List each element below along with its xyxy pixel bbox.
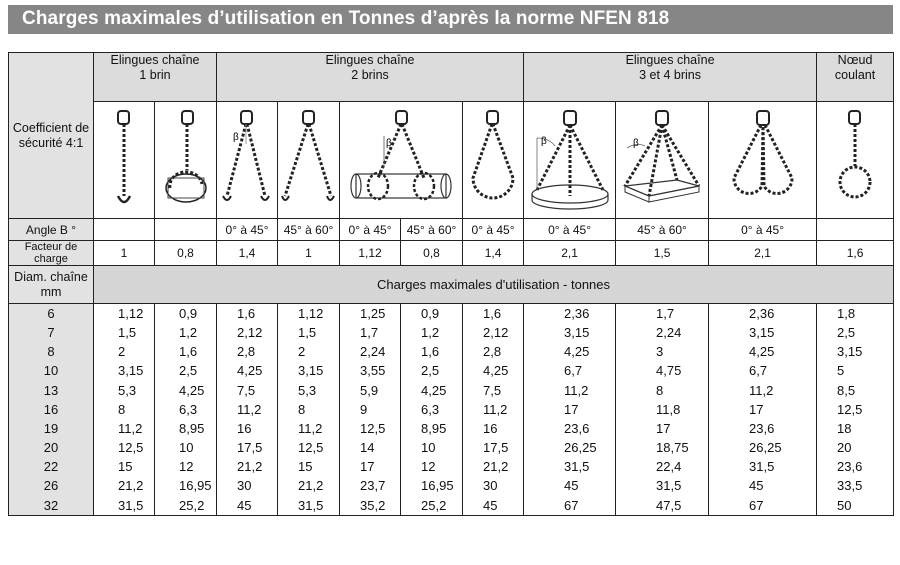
table-cell: 5,9 (360, 382, 379, 398)
table-cell: 2,5 (421, 363, 440, 379)
table-cell: 3,55 (360, 363, 386, 379)
table-cell: 16 (43, 401, 59, 417)
value-column (217, 304, 278, 516)
diam-column (9, 304, 94, 516)
value-column (616, 304, 709, 516)
sling-4-legs-45-image (524, 102, 616, 219)
header-2-line2: 2 brins (351, 68, 389, 82)
table-cell: 45 (564, 478, 579, 494)
table-cell: 0,9 (421, 306, 440, 321)
table-cell: 17,5 (237, 440, 263, 456)
table-cell: 3,15 (118, 363, 144, 379)
angle-cell (817, 219, 894, 241)
table-cell: 45 (749, 478, 764, 494)
table-cell: 13 (43, 382, 59, 398)
table-cell: 21,2 (237, 459, 263, 475)
table-cell: 4,25 (749, 344, 775, 360)
value-column (340, 304, 401, 516)
header-2-line1: Elingues chaîne (325, 53, 415, 67)
table-cell: 15 (298, 459, 313, 475)
table-cell: 16,95 (421, 478, 454, 494)
table-cell: 4,25 (237, 363, 263, 379)
table-cell: 14 (360, 440, 375, 456)
table-cell: 20 (43, 440, 59, 456)
four-leg-chain-icon (527, 108, 613, 213)
table-cell: 1,7 (360, 325, 379, 341)
table-cell: 9 (360, 401, 368, 417)
table-cell: 1,5 (298, 325, 317, 341)
table-cell: 4,25 (421, 382, 447, 398)
angle-cell: 45° à 60° (401, 219, 463, 241)
table-cell: 31,5 (298, 497, 324, 513)
table-cell: 8,5 (837, 382, 856, 398)
table-cell: 2,24 (360, 344, 386, 360)
table-cell: 11,8 (656, 401, 681, 417)
facteur-cell: 1,12 (340, 241, 401, 266)
sling-4-legs-60-image (616, 102, 709, 219)
table-cell: 32 (43, 497, 59, 513)
table-cell: 0,9 (179, 306, 198, 321)
data-body (9, 304, 894, 516)
angle-cell (155, 219, 217, 241)
table-cell: 21,2 (298, 478, 324, 494)
table-cell: 1,2 (421, 325, 440, 341)
table-cell: 11,2 (237, 401, 262, 417)
table-cell: 25,2 (179, 497, 205, 513)
table-cell: 17 (360, 459, 375, 475)
coefficient-line2: sécurité 4:1 (18, 135, 84, 150)
table-cell: 30 (237, 478, 252, 494)
table-cell: 31,5 (749, 459, 775, 475)
table-cell: 26,25 (749, 440, 782, 456)
header-4-line2: coulant (834, 68, 876, 82)
choke-hitch-icon (830, 108, 880, 213)
table-cell: 5,3 (118, 382, 137, 398)
value-column (401, 304, 463, 516)
table-cell: 18 (837, 420, 852, 436)
single-chain-icon (104, 108, 144, 213)
facteur-label: Facteur de charge (9, 241, 94, 266)
table-cell: 18,75 (656, 440, 689, 456)
table-cell: 23,6 (564, 420, 590, 436)
table-cell: 31,5 (656, 478, 682, 494)
table-cell: 1,6 (237, 306, 256, 321)
facteur-cell: 2,1 (709, 241, 817, 266)
two-leg-basket-icon (346, 108, 456, 213)
table-cell: 16,95 (179, 478, 212, 494)
sling-2-legs-60-image (278, 102, 340, 219)
angle-label: Angle B ° (9, 219, 94, 241)
value-column (524, 304, 616, 516)
table-cell: 2,5 (837, 325, 856, 341)
table-cell: 16 (483, 420, 498, 436)
table-cell: 19 (43, 420, 59, 436)
table-cell: 6,3 (179, 401, 198, 417)
value-column (709, 304, 817, 516)
table-cell: 2,8 (483, 344, 502, 360)
table-cell: 3,15 (564, 325, 590, 341)
two-leg-chain-wide-icon (281, 108, 337, 213)
header-3-4-brins (524, 53, 817, 102)
coefficient-line1: Coefficient de (12, 120, 90, 135)
table-cell: 2 (118, 344, 126, 360)
facteur-cell: 1 (278, 241, 340, 266)
sling-2-legs-loop-image (463, 102, 524, 219)
sling-1-leg-choke-image (155, 102, 217, 219)
sling-2-legs-basket-image (340, 102, 463, 219)
angle-cell: 0° à 45° (524, 219, 616, 241)
angle-cell: 45° à 60° (278, 219, 340, 241)
diam-label (9, 266, 94, 304)
table-cell: 7,5 (483, 382, 502, 398)
header-1-brin (94, 53, 217, 102)
header-3-line1: Elingues chaîne (625, 53, 715, 67)
four-leg-chain-box-icon (619, 108, 705, 213)
table-cell: 12 (179, 459, 194, 475)
facteur-cell: 1,6 (817, 241, 894, 266)
table-cell: 23,6 (749, 420, 775, 436)
table-cell: 17,5 (483, 440, 509, 456)
table-cell: 23,7 (360, 478, 386, 494)
table-cell: 45 (483, 497, 498, 513)
table-cell: 21,2 (483, 459, 509, 475)
sling-2-legs-45-image (217, 102, 278, 219)
table-cell: 2 (298, 344, 306, 360)
table-cell: 26 (43, 478, 59, 494)
beta-label-4: β (633, 137, 639, 149)
table-cell: 8,95 (179, 420, 205, 436)
table-cell: 17 (656, 420, 671, 436)
table-cell: 1,12 (118, 306, 144, 321)
table-cell: 12,5 (298, 440, 324, 456)
table-cell: 1,25 (360, 306, 386, 321)
table-cell: 3,15 (749, 325, 775, 341)
table-cell: 5,3 (298, 382, 317, 398)
facteur-cell: 1 (94, 241, 155, 266)
table-cell: 12,5 (118, 440, 144, 456)
table-cell: 35,2 (360, 497, 386, 513)
table-cell: 31,5 (564, 459, 590, 475)
table-cell: 47,5 (656, 497, 682, 513)
facteur-cell: 1,5 (616, 241, 709, 266)
table-cell: 10 (179, 440, 194, 456)
table-cell: 10 (421, 440, 436, 456)
table-cell: 12,5 (837, 401, 863, 417)
facteur-cell: 2,1 (524, 241, 616, 266)
facteur-cell: 1,4 (217, 241, 278, 266)
facteur-cell: 1,4 (463, 241, 524, 266)
table-cell: 23,6 (837, 459, 863, 475)
angle-cell (94, 219, 155, 241)
table-cell: 1,8 (837, 306, 856, 321)
table-cell: 2,12 (483, 325, 509, 341)
angle-cell: 0° à 45° (709, 219, 817, 241)
table-cell: 67 (564, 497, 579, 513)
table-cell: 1,2 (179, 325, 198, 341)
diam-line1: Diam. chaîne (14, 269, 88, 284)
double-loop-chain-icon (720, 108, 806, 213)
table-cell: 17 (564, 401, 579, 417)
coefficient-label (9, 53, 94, 219)
header-4-line1: Nœud (837, 53, 873, 67)
table-cell: 11,2 (483, 401, 508, 417)
load-table (8, 52, 894, 516)
table-cell: 8 (656, 382, 664, 398)
table-cell: 6,3 (421, 401, 440, 417)
table-cell: 7,5 (237, 382, 256, 398)
table-cell: 22,4 (656, 459, 682, 475)
table-cell: 4,75 (656, 363, 682, 379)
table-cell: 4,25 (179, 382, 205, 398)
table-cell: 15 (118, 459, 133, 475)
table-cell: 11,2 (749, 382, 774, 398)
angle-cell: 0° à 45° (340, 219, 401, 241)
title-bar (8, 5, 893, 34)
table-cell: 6,7 (749, 363, 768, 379)
table-cell: 8,95 (421, 420, 447, 436)
header-1-line1: Elingues chaîne (110, 53, 200, 67)
table-cell: 45 (237, 497, 252, 513)
table-cell: 20 (837, 440, 852, 456)
page-title: Charges maximales d’utilisation en Tonnes d’après la norme NFEN 818 (22, 8, 670, 29)
table-cell: 4,25 (564, 344, 590, 360)
table-cell: 6,7 (564, 363, 583, 379)
angle-cell: 0° à 45° (217, 219, 278, 241)
header-1-line2: 1 brin (139, 68, 171, 82)
table-cell: 12 (421, 459, 436, 475)
sling-1-leg-image (94, 102, 155, 219)
table-cell: 7 (47, 325, 55, 341)
table-cell: 4,25 (483, 363, 509, 379)
table-cell: 30 (483, 478, 498, 494)
table-cell: 31,5 (118, 497, 144, 513)
table-cell: 11,2 (564, 382, 589, 398)
table-cell: 1,6 (179, 344, 198, 360)
facteur-cell: 0,8 (401, 241, 463, 266)
diam-line2: mm (40, 284, 62, 299)
table-cell: 8 (118, 401, 126, 417)
table-cell: 50 (837, 497, 852, 513)
table-cell: 22 (43, 459, 59, 475)
table-cell: 8 (298, 401, 306, 417)
table-cell: 67 (749, 497, 764, 513)
table-cell: 6 (47, 306, 55, 321)
facteur-cell: 0,8 (155, 241, 217, 266)
value-column (463, 304, 524, 516)
beta-label: β (233, 131, 239, 143)
table-cell: 2,24 (656, 325, 682, 341)
table-cell: 3,15 (298, 363, 324, 379)
beta-label-2: β (386, 137, 392, 149)
value-column (817, 304, 894, 516)
value-column (94, 304, 155, 516)
table-cell: 1,6 (421, 344, 440, 360)
choke-hitch-image (817, 102, 894, 219)
charges-label: Charges maximales d'utilisation - tonnes (94, 266, 894, 304)
header-3-line2: 3 et 4 brins (639, 68, 701, 82)
table-cell: 11,2 (298, 420, 323, 436)
table-cell: 5 (837, 363, 845, 379)
single-chain-choke-icon (158, 108, 214, 213)
table-cell: 16 (237, 420, 252, 436)
value-column (155, 304, 217, 516)
endless-chain-icon (465, 108, 521, 213)
table-cell: 10 (43, 363, 59, 379)
table-cell: 26,25 (564, 440, 597, 456)
header-2-brins (217, 53, 524, 102)
table-cell: 8 (47, 344, 55, 360)
table-cell: 12,5 (360, 420, 386, 436)
table-cell: 2,12 (237, 325, 263, 341)
angle-cell: 45° à 60° (616, 219, 709, 241)
two-leg-chain-icon (219, 108, 275, 213)
value-column (278, 304, 340, 516)
sling-4-legs-loop-image (709, 102, 817, 219)
table-cell: 3 (656, 344, 664, 360)
header-noeud-coulant (817, 53, 894, 102)
beta-label-3: β (540, 135, 547, 147)
table-cell: 2,5 (179, 363, 198, 379)
table-cell: 1,6 (483, 306, 502, 321)
table-cell: 2,36 (564, 306, 590, 321)
angle-cell: 0° à 45° (463, 219, 524, 241)
table-cell: 21,2 (118, 478, 144, 494)
table-cell: 1,12 (298, 306, 324, 321)
table-cell: 1,5 (118, 325, 137, 341)
table-cell: 2,8 (237, 344, 256, 360)
table-cell: 1,7 (656, 306, 675, 321)
table-cell: 33,5 (837, 478, 863, 494)
table-cell: 17 (749, 401, 764, 417)
table-cell: 25,2 (421, 497, 447, 513)
table-cell: 2,36 (749, 306, 775, 321)
table-cell: 3,15 (837, 344, 863, 360)
table-cell: 11,2 (118, 420, 143, 436)
